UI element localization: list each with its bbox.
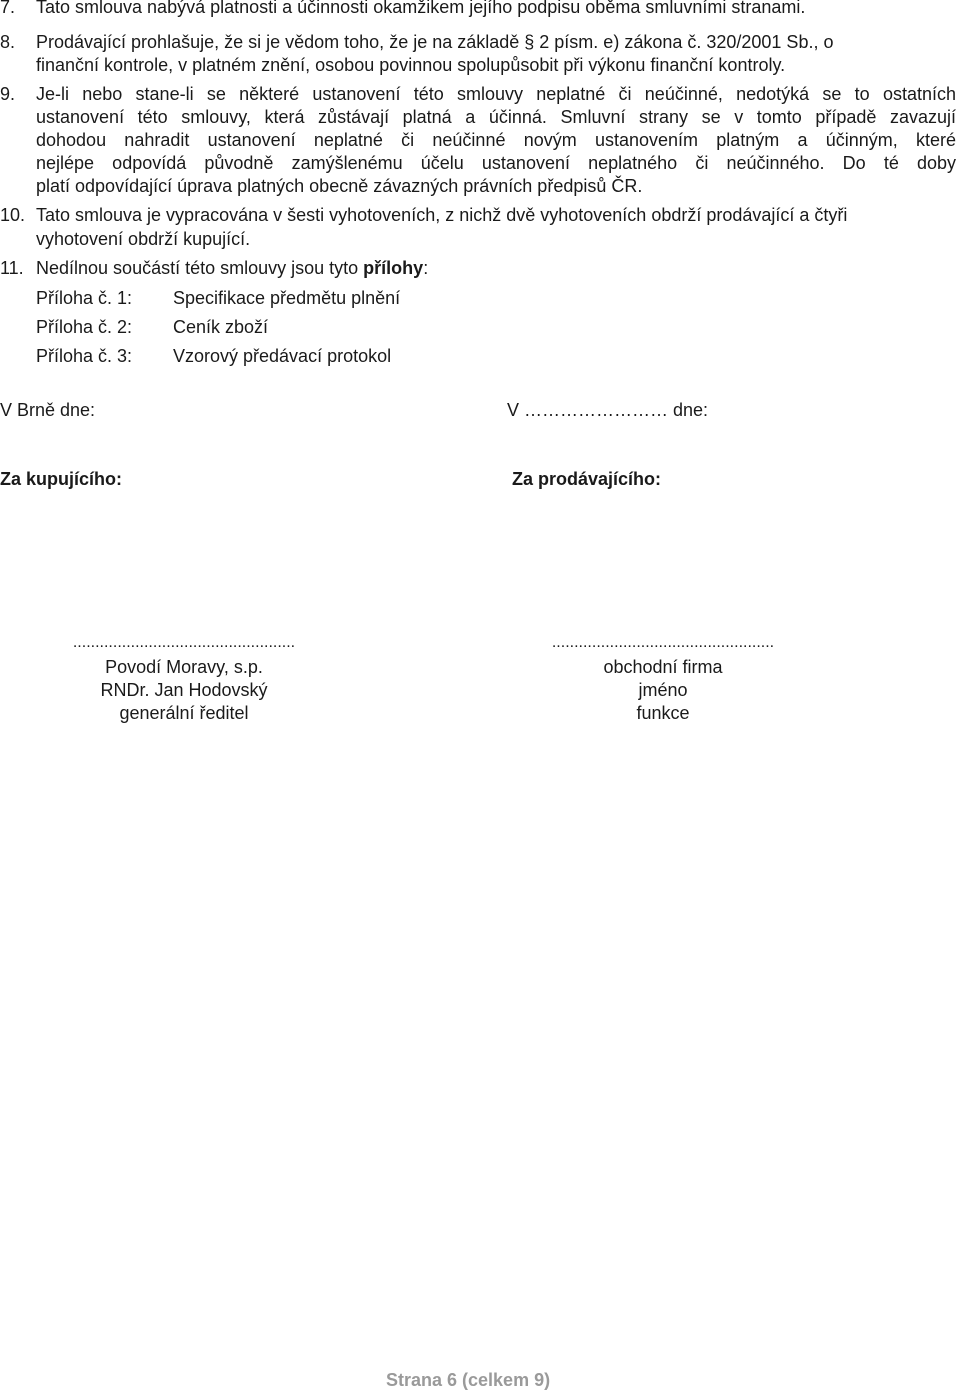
- seller-signature-line: ..................................................: [551, 634, 775, 651]
- seller-company: obchodní firma: [603, 657, 723, 677]
- seller-name: jméno: [638, 680, 688, 700]
- buyer-signature-line: ..................................................: [72, 634, 296, 651]
- clause-10-line-1: Tato smlouva je vypracována v šesti vyhotoveních, z nichž dvě vyhotoveních obdrží prodávající a čtyři: [36, 205, 848, 225]
- clause-8-number: 8.: [0, 32, 16, 52]
- clause-10-line-2: vyhotovení obdrží kupující.: [36, 229, 251, 249]
- attachment-1-label: Příloha č. 1:: [36, 288, 133, 308]
- attachment-2-label: Příloha č. 2:: [36, 317, 133, 337]
- clause-7-number: 7.: [0, 0, 16, 17]
- clause-9-line-1: Je-li nebo stane-li se některé ustanovení této smlouvy neplatné či neúčinné, nedotýká se to ostatních: [36, 84, 956, 104]
- seller-heading: Za prodávajícího:: [512, 469, 662, 489]
- place-date-buyer: V Brně dne:: [0, 400, 96, 420]
- attachment-3-title: Vzorový předávací protokol: [173, 346, 392, 366]
- clause-9-number: 9.: [0, 84, 16, 104]
- clause-11-bold: přílohy: [363, 258, 424, 278]
- clause-8-line-1: Prodávající prohlašuje, že si je vědom toho, že je na základě § 2 písm. e) zákona č. 320/2001 Sb., o: [36, 32, 834, 52]
- clause-11-text-end: :: [423, 258, 429, 278]
- clause-9-line-2: ustanovení této smlouvy, která zůstávají platná a účinná. Smluvní strany se v tomto případě zavazují: [36, 107, 956, 127]
- place-date-seller: V …………………… dne:: [507, 400, 709, 420]
- clause-11-number: 11.: [0, 258, 24, 278]
- buyer-company: Povodí Moravy, s.p.: [105, 657, 263, 677]
- clause-9-line-5: platí odpovídající úprava platných obecně závazných právních předpisů ČR.: [36, 176, 643, 196]
- attachment-1-title: Specifikace předmětu plnění: [173, 288, 401, 308]
- clause-11-text-start: Nedílnou součástí této smlouvy jsou tyto: [36, 258, 364, 278]
- clause-9-line-3: dohodou nahradit ustanovení neplatné či neúčinné novým ustanovením platným a účinným, které: [36, 130, 956, 150]
- buyer-name: RNDr. Jan Hodovský: [100, 680, 268, 700]
- page-footer: Strana 6 (celkem 9): [386, 1370, 551, 1390]
- clause-7-text: Tato smlouva nabývá platnosti a účinnosti okamžikem jejího podpisu oběma smluvními stranami.: [36, 0, 806, 17]
- buyer-heading: Za kupujícího:: [0, 469, 123, 489]
- buyer-function: generální ředitel: [119, 703, 249, 723]
- attachment-2-title: Ceník zboží: [173, 317, 269, 337]
- clause-9-line-4: nejlépe odpovídá původně zamýšlenému účelu ustanovení neplatného či neúčinného. Do té doby: [36, 153, 956, 173]
- clause-8-line-2: finanční kontrole, v platném znění, osobou povinnou spolupůsobit při výkonu finanční kontroly.: [36, 55, 786, 75]
- seller-function: funkce: [636, 703, 690, 723]
- clause-11-text: [36, 258, 428, 279]
- attachment-3-label: Příloha č. 3:: [36, 346, 133, 366]
- clause-10-number: 10.: [0, 205, 26, 225]
